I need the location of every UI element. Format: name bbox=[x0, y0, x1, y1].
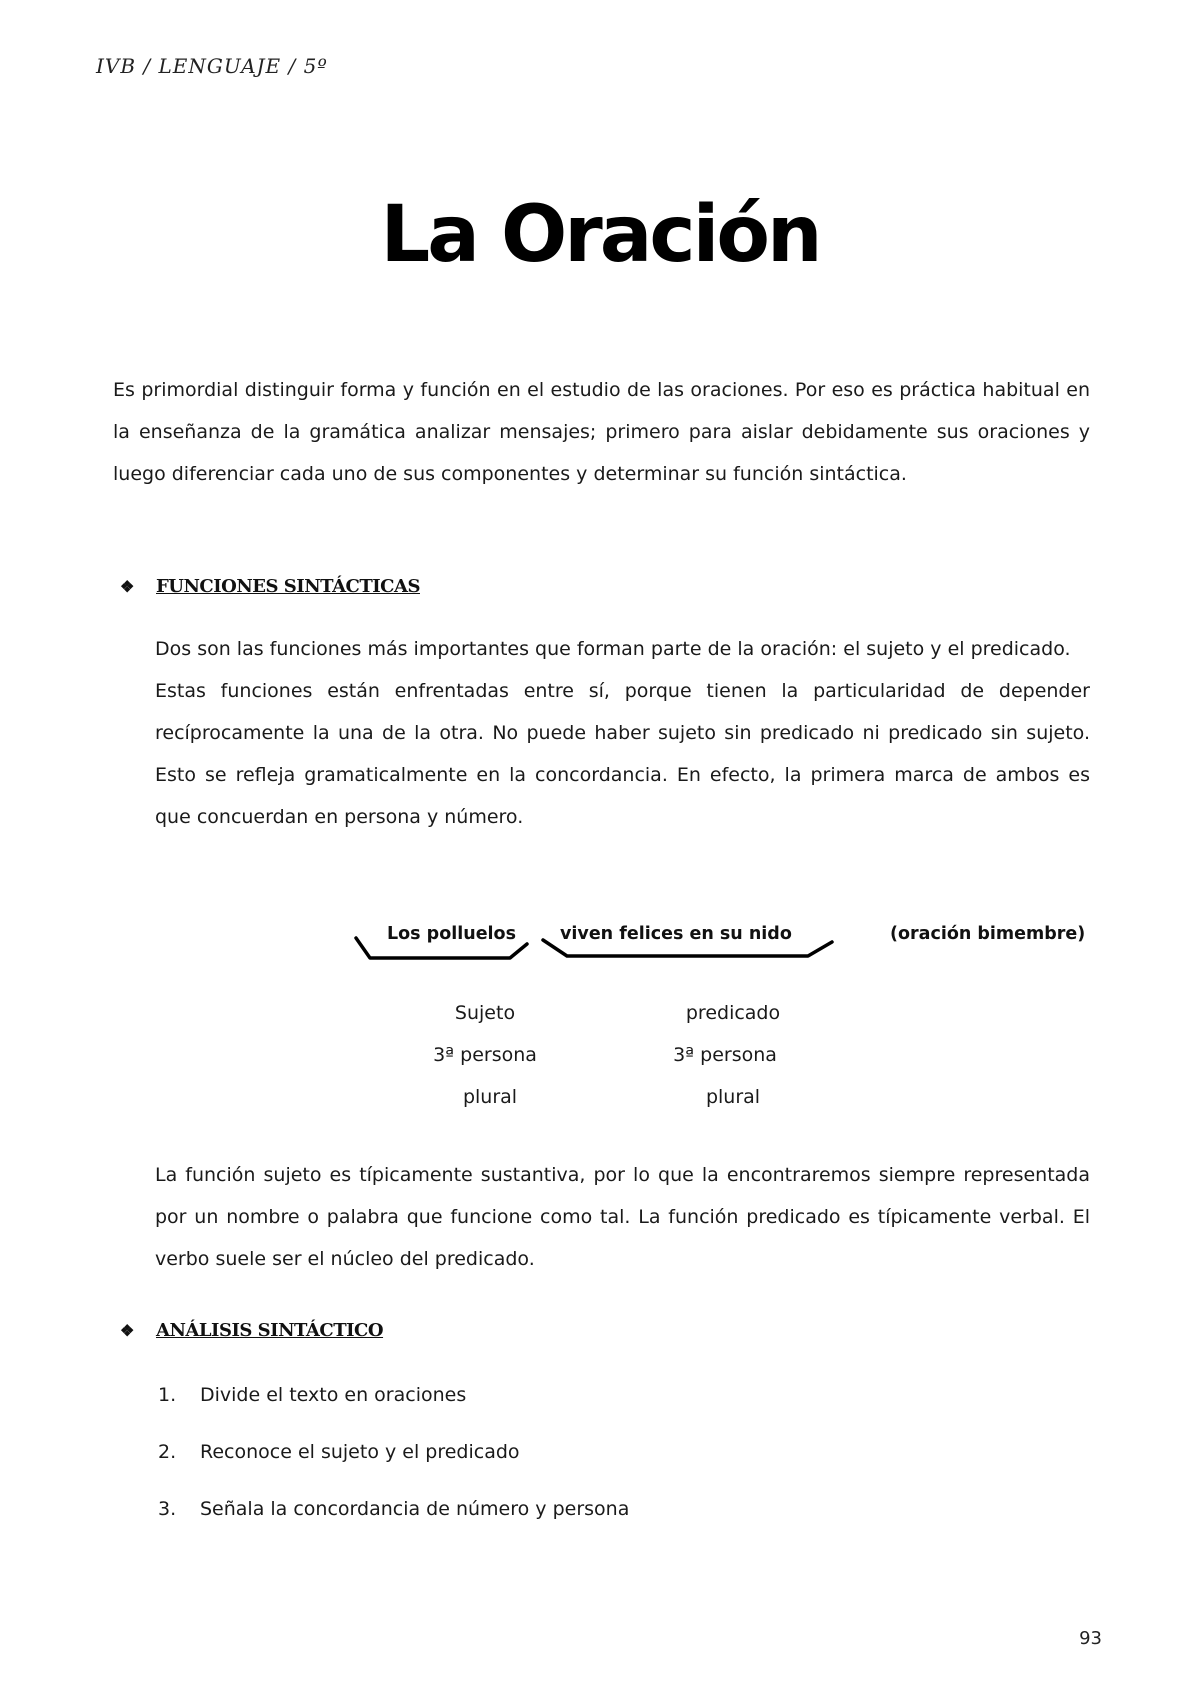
section-heading-label: ANÁLISIS SINTÁCTICO bbox=[156, 1320, 384, 1341]
page-number: 93 bbox=[1079, 1628, 1102, 1649]
list-item-text: Reconoce el sujeto y el predicado bbox=[200, 1441, 520, 1463]
list-item-text: Señala la concordancia de número y persona bbox=[200, 1498, 630, 1520]
subject-phrase: Los polluelos bbox=[387, 924, 516, 944]
list-item-text: Divide el texto en oraciones bbox=[200, 1384, 467, 1406]
list-item bbox=[158, 1384, 466, 1406]
list-item-number: 3. bbox=[158, 1498, 177, 1520]
funciones-line-2: Estas funciones están enfrentadas entre sí, porque tienen la particularidad de depender recíprocamente la una de la otra. No puede haber sujeto sin predicado ni predicado sin sujeto. Esto se refleja gramaticalmente en la concordancia. En efecto, la primera marca de ambos es que concuerdan en persona y número. bbox=[155, 680, 1090, 828]
sentence-type: (oración bimembre) bbox=[890, 924, 1086, 944]
section-heading-analisis bbox=[120, 1320, 383, 1341]
function-explanation-paragraph: La función sujeto es típicamente sustantiva, por lo que la encontraremos siempre representada por un nombre o palabra que funcione como tal. La función predicado es típicamente verbal. El verbo suele ser el núcleo del predicado. bbox=[155, 1164, 1090, 1270]
list-item bbox=[158, 1498, 629, 1520]
intro-paragraph: Es primordial distinguir forma y función en el estudio de las oraciones. Por eso es práctica habitual en la enseñanza de la gramática analizar mensajes; primero para aislar debidamente sus oraciones y luego diferenciar cada uno de sus componentes y determinar su función sintáctica. bbox=[113, 379, 1090, 485]
list-item-number: 1. bbox=[158, 1384, 177, 1406]
diamond-bullet-icon: ❖ bbox=[120, 1321, 135, 1340]
subject-label: Sujeto bbox=[454, 1002, 516, 1024]
diamond-bullet-icon: ❖ bbox=[120, 577, 135, 596]
predicate-person: 3ª persona bbox=[673, 1044, 777, 1066]
subject-number: plural bbox=[462, 1086, 518, 1108]
list-item-number: 2. bbox=[158, 1441, 177, 1463]
list-item bbox=[158, 1441, 520, 1463]
page-title: La Oración bbox=[380, 190, 820, 280]
predicate-label: predicado bbox=[685, 1002, 781, 1024]
section-heading-label: FUNCIONES SINTÁCTICAS bbox=[156, 576, 420, 597]
running-head: IVB / LENGUAJE / 5º bbox=[96, 54, 328, 78]
predicate-phrase: viven felices en su nido bbox=[560, 924, 792, 944]
funciones-line-1: Dos son las funciones más importantes que forman parte de la oración: el sujeto y el predicado. bbox=[155, 638, 1071, 660]
predicate-number: plural bbox=[705, 1086, 761, 1108]
subject-person: 3ª persona bbox=[433, 1044, 537, 1066]
